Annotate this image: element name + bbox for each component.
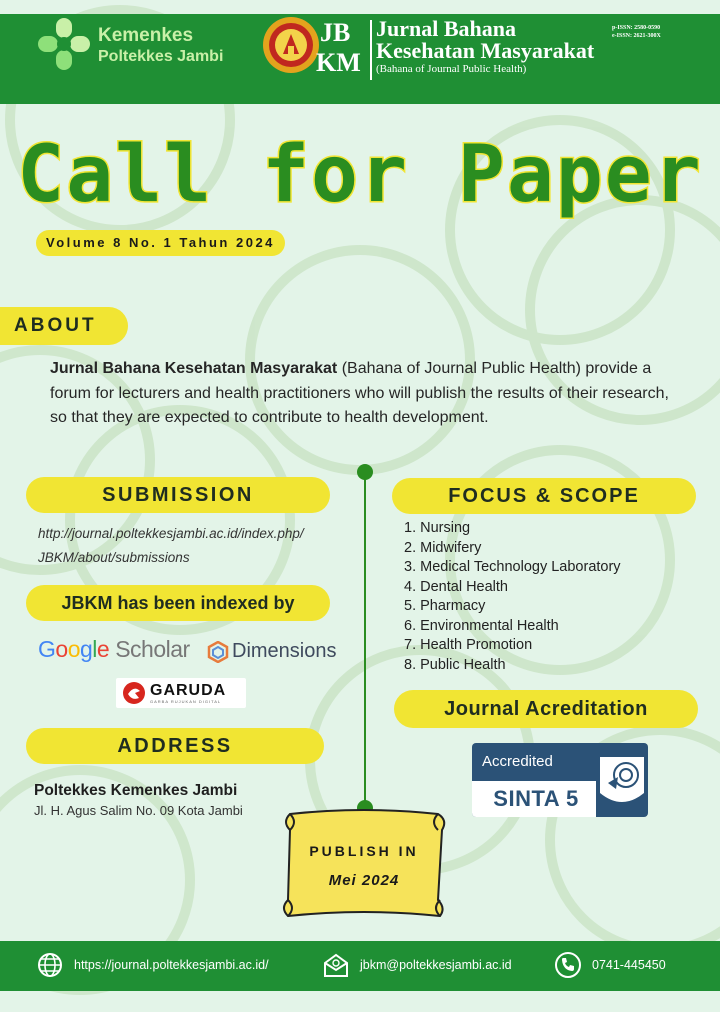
submission-url-line2[interactable]: JBKM/about/submissions — [38, 550, 190, 565]
sinta-level: SINTA 5 — [493, 786, 579, 811]
list-item: 6. Environmental Health — [404, 617, 559, 634]
sinta-badge — [472, 743, 648, 817]
list-item: 5. Pharmacy — [404, 598, 486, 614]
accreditation-heading: Journal Acreditation — [394, 690, 698, 728]
issn-numbers — [612, 24, 661, 40]
list-item: 7. Health Promotion — [404, 637, 533, 653]
gs-letter: o — [55, 636, 68, 662]
gs-letter: o — [67, 636, 80, 662]
submission-heading: SUBMISSION — [26, 477, 330, 513]
jbkm-logo — [316, 16, 372, 80]
globe-icon — [36, 951, 64, 979]
jbkm-logo-line1: JB — [320, 18, 351, 47]
focus-scope-list — [404, 519, 704, 675]
garuda-sub: GARBA RUJUKAN DIGITAL — [150, 699, 222, 704]
list-item: 1. Nursing — [404, 520, 471, 536]
list-item: 4. Dental Health — [404, 578, 508, 595]
journal-title-line2: Kesehatan Masyarakat — [376, 38, 595, 63]
about-text — [50, 357, 680, 431]
timeline-dot-top — [357, 464, 373, 480]
about-body: (Bahana of Journal Public Health) provide a forum for lecturers and health practitioners who will publish the results of their research, so that they are expected to contribute to health development. — [50, 360, 669, 426]
submission-url-line1[interactable]: http://journal.poltekkesjambi.ac.id/index.php/ — [38, 526, 304, 541]
list-item: 2. Midwifery — [404, 539, 482, 556]
org-name: Kemenkes — [98, 25, 194, 46]
publish-label: PUBLISH IN — [309, 843, 419, 859]
publish-date: Mei 2024 — [328, 872, 400, 889]
footer-phone[interactable]: 0741-445450 — [592, 958, 666, 972]
google-scholar-logo[interactable] — [38, 634, 190, 664]
indexed-heading: JBKM has been indexed by — [26, 585, 330, 621]
eissn: e-ISSN: 2621-300X — [612, 33, 661, 39]
jbkm-logo-line2: KM — [316, 48, 361, 77]
submission-url[interactable] — [38, 522, 338, 570]
org-sub: Poltekkes Jambi — [98, 48, 224, 65]
page-title: Call for Paper — [17, 130, 703, 220]
garuda-icon — [122, 681, 146, 705]
list-item: 8. Public Health — [404, 656, 506, 673]
logo-divider — [370, 20, 372, 80]
gs-letter: G — [38, 636, 56, 662]
phone-icon — [554, 951, 582, 979]
gs-letter: g — [79, 636, 93, 662]
email-icon — [322, 951, 350, 979]
address-heading: ADDRESS — [26, 728, 324, 764]
about-heading: ABOUT — [0, 307, 128, 345]
publish-scroll-icon — [276, 808, 452, 920]
volume-badge: Volume 8 No. 1 Tahun 2024 — [36, 230, 285, 256]
gs-scholar: Scholar — [115, 636, 190, 662]
dimensions-icon — [207, 641, 229, 663]
footer-email[interactable]: jbkm@poltekkesjambi.ac.id — [360, 958, 512, 972]
poltekkes-seal-icon — [262, 16, 320, 74]
sinta-accredited-label: Accredited — [482, 753, 553, 770]
focus-scope-heading: FOCUS & SCOPE — [392, 478, 696, 514]
footer-website[interactable]: https://journal.poltekkesjambi.ac.id/ — [74, 958, 269, 972]
address-street: Jl. H. Agus Salim No. 09 Kota Jambi — [34, 803, 243, 818]
garuda-label: GARUDA — [150, 682, 227, 699]
gs-letter: l — [92, 636, 97, 662]
journal-title-english: (Bahana of Journal Public Health) — [376, 63, 527, 75]
dimensions-logo[interactable]: Dimensions — [232, 640, 337, 662]
list-item: 3. Medical Technology Laboratory — [404, 559, 621, 575]
timeline-line — [364, 472, 366, 807]
journal-title-line1: Jurnal Bahana — [376, 16, 516, 41]
sinta-emblem-icon — [596, 749, 648, 815]
pissn: p-ISSN: 2580-0590 — [612, 25, 661, 31]
gs-letter: e — [96, 636, 110, 662]
garuda-logo[interactable] — [116, 678, 246, 708]
address-name: Poltekkes Kemenkes Jambi — [34, 782, 238, 799]
kemenkes-logo-icon — [36, 16, 92, 72]
journal-name: Jurnal Bahana Kesehatan Masyarakat — [50, 360, 338, 377]
